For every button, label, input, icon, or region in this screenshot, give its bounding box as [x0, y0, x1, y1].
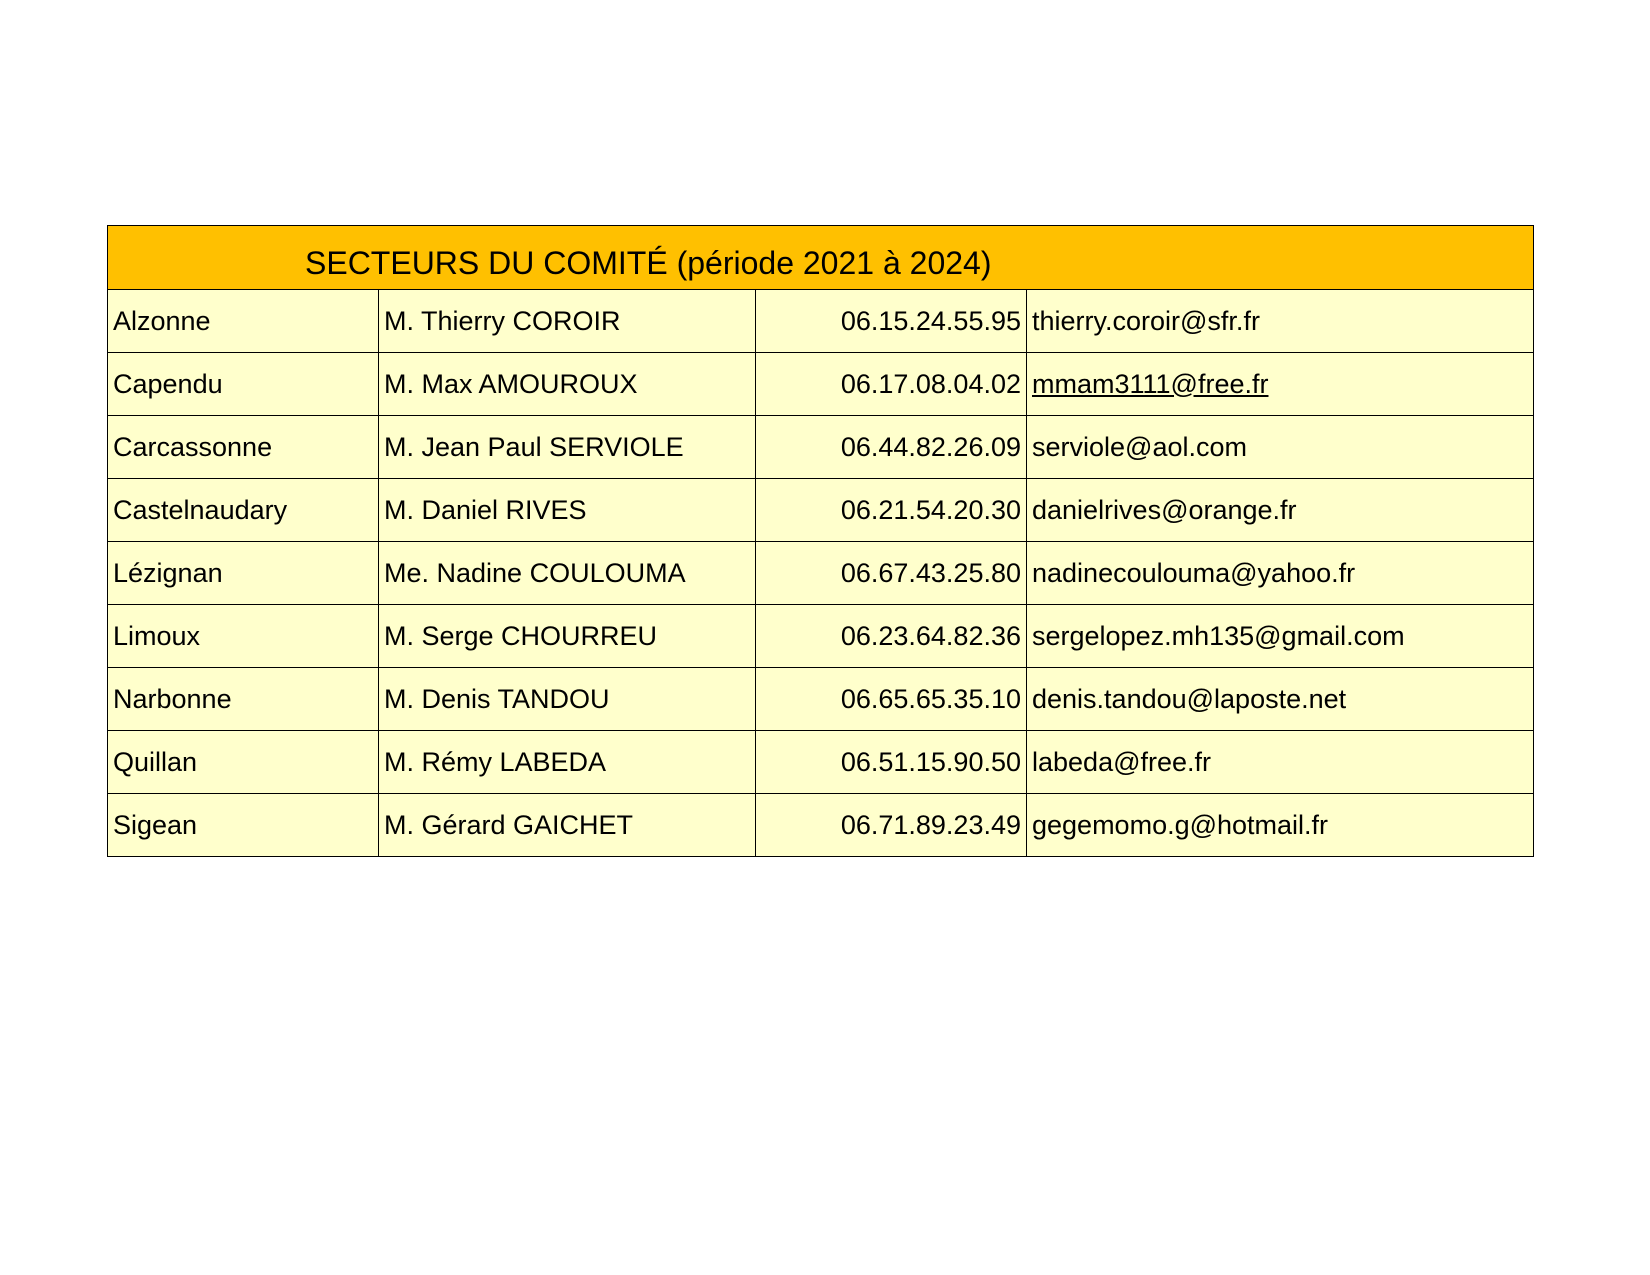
- sector-cell: Alzonne: [108, 290, 379, 353]
- table-row: [108, 479, 1534, 542]
- phone-cell: 06.51.15.90.50: [756, 731, 1027, 794]
- phone-cell: 06.67.43.25.80: [756, 542, 1027, 605]
- sector-cell: Sigean: [108, 794, 379, 857]
- email-cell: sergelopez.mh135@gmail.com: [1027, 605, 1534, 668]
- email-cell: gegemomo.g@hotmail.fr: [1027, 794, 1534, 857]
- phone-cell: 06.71.89.23.49: [756, 794, 1027, 857]
- phone-cell: 06.21.54.20.30: [756, 479, 1027, 542]
- email-cell: thierry.coroir@sfr.fr: [1027, 290, 1534, 353]
- contact-name-cell: M. Rémy LABEDA: [379, 731, 756, 794]
- contact-name-cell: M. Daniel RIVES: [379, 479, 756, 542]
- phone-cell: 06.23.64.82.36: [756, 605, 1027, 668]
- phone-cell: 06.15.24.55.95: [756, 290, 1027, 353]
- table-row: [108, 731, 1534, 794]
- contact-name-cell: M. Gérard GAICHET: [379, 794, 756, 857]
- contact-name-cell: M. Thierry COROIR: [379, 290, 756, 353]
- table-title-row: [108, 226, 1534, 290]
- email-link[interactable]: mmam3111@free.fr: [1032, 368, 1269, 399]
- table-row: [108, 290, 1534, 353]
- contact-name-cell: M. Jean Paul SERVIOLE: [379, 416, 756, 479]
- sector-cell: Castelnaudary: [108, 479, 379, 542]
- table-row: [108, 353, 1534, 416]
- contact-name-cell: M. Max AMOUROUX: [379, 353, 756, 416]
- table-row: [108, 794, 1534, 857]
- email-cell: [1027, 353, 1534, 416]
- contact-name-cell: M. Denis TANDOU: [379, 668, 756, 731]
- sector-cell: Lézignan: [108, 542, 379, 605]
- email-cell: labeda@free.fr: [1027, 731, 1534, 794]
- table-title-cell: [108, 226, 1534, 290]
- contact-name-cell: Me. Nadine COULOUMA: [379, 542, 756, 605]
- email-cell: denis.tandou@laposte.net: [1027, 668, 1534, 731]
- table-row: [108, 605, 1534, 668]
- contact-name-cell: M. Serge CHOURREU: [379, 605, 756, 668]
- phone-cell: 06.17.08.04.02: [756, 353, 1027, 416]
- sector-cell: Carcassonne: [108, 416, 379, 479]
- phone-cell: 06.65.65.35.10: [756, 668, 1027, 731]
- sector-cell: Capendu: [108, 353, 379, 416]
- sectors-sheet: [107, 225, 1533, 857]
- email-cell: danielrives@orange.fr: [1027, 479, 1534, 542]
- table-row: [108, 668, 1534, 731]
- phone-cell: 06.44.82.26.09: [756, 416, 1027, 479]
- table-title: SECTEURS DU COMITÉ (période 2021 à 2024): [305, 245, 992, 281]
- email-cell: nadinecoulouma@yahoo.fr: [1027, 542, 1534, 605]
- table-row: [108, 416, 1534, 479]
- table-row: [108, 542, 1534, 605]
- sector-cell: Limoux: [108, 605, 379, 668]
- email-cell: serviole@aol.com: [1027, 416, 1534, 479]
- sector-cell: Narbonne: [108, 668, 379, 731]
- sector-cell: Quillan: [108, 731, 379, 794]
- sectors-table: [107, 225, 1534, 857]
